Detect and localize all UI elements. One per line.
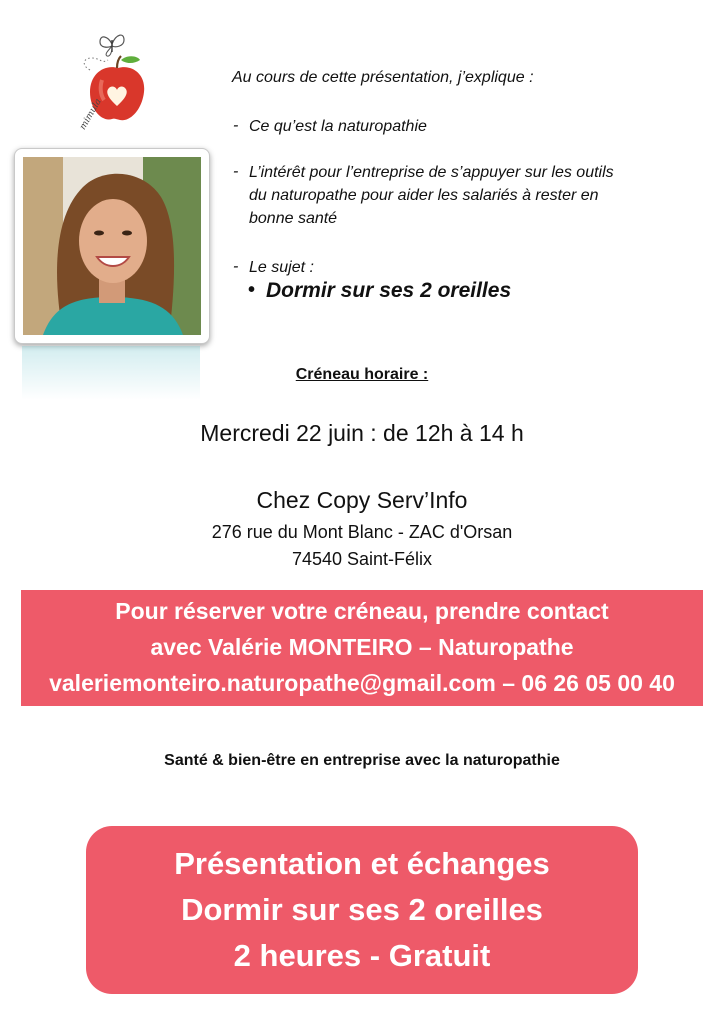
bullet-interest-line2: du naturopathe pour aider les salariés à rester en: [249, 187, 599, 204]
schedule-title: Créneau horaire :: [295, 366, 429, 383]
dash-marker: -: [233, 163, 239, 180]
bullet-subject-label: Le sujet :: [249, 259, 314, 276]
bullet-interest-line3: bonne santé: [249, 210, 338, 227]
svg-text:mimula: mimula: [78, 97, 104, 130]
portrait-photo: [14, 148, 210, 344]
intro-lead: Au cours de cette présentation, j’explique :: [232, 69, 534, 86]
sub-bullet-marker: •: [248, 279, 256, 301]
apple-with-butterfly-icon: [72, 30, 152, 130]
tagline: Santé & bien-être en entreprise avec la naturopathie: [164, 752, 560, 769]
bullet-naturopathy: Ce qu’est la naturopathie: [249, 118, 427, 135]
cta-line-3: 2 heures - Gratuit: [233, 938, 491, 973]
cta-box: [86, 826, 638, 994]
cta-line-2: Dormir sur ses 2 oreilles: [181, 892, 543, 927]
subject-title: Dormir sur ses 2 oreilles: [266, 279, 512, 302]
bullet-interest-line1: L’intérêt pour l’entreprise de s’appuyer sur les outils: [249, 164, 614, 181]
contact-email-phone[interactable]: valeriemonteiro.naturopathe@gmail.com – 06 26 05 00 40: [49, 670, 675, 696]
dash-marker: -: [233, 258, 239, 275]
venue-city: 74540 Saint-Félix: [291, 549, 433, 569]
contact-banner: [21, 590, 703, 706]
contact-line-2: avec Valérie MONTEIRO – Naturopathe: [150, 634, 574, 660]
venue-name: Chez Copy Serv’Info: [256, 487, 468, 513]
photo-reflection: [22, 346, 200, 400]
logo: [72, 30, 152, 130]
dash-marker: -: [233, 117, 239, 134]
venue-street: 276 rue du Mont Blanc - ZAC d'Orsan: [211, 522, 513, 542]
cta-line-1: Présentation et échanges: [174, 846, 550, 881]
schedule-date: Mercredi 22 juin : de 12h à 14 h: [200, 420, 524, 446]
contact-line-1: Pour réserver votre créneau, prendre contact: [115, 598, 609, 624]
